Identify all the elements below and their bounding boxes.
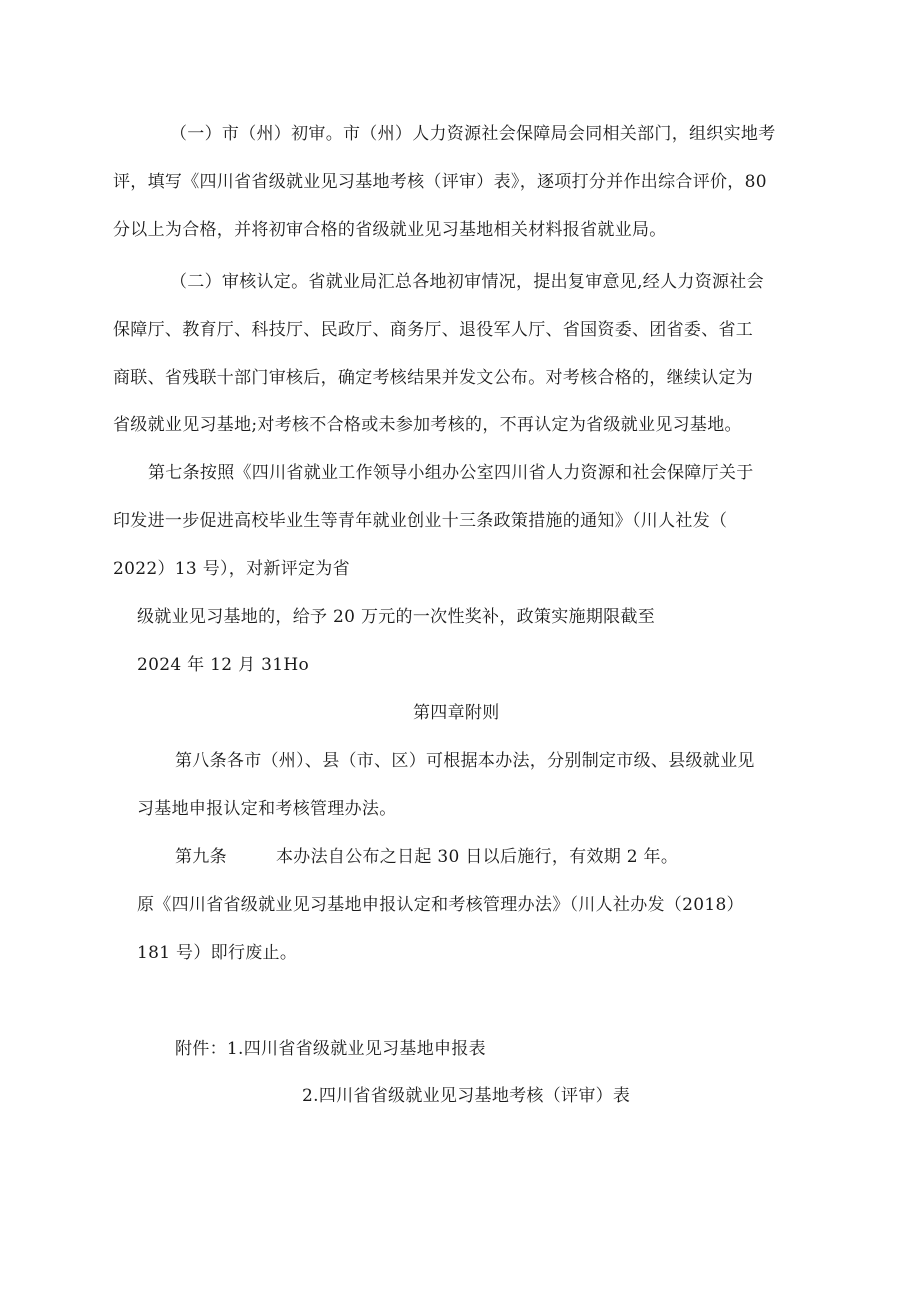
p2-line4: 省级就业见习基地;对考核不合格或未参加考核的，不再认定为省级就业见习基地。 [113,415,742,435]
attachment-item-2: 2.四川省省级就业见习基地考核（评审）表 [302,1086,631,1106]
p1-line2: 评，填写《四川省省级就业见习基地考核（评审）表》，逐项打分并作出综合评价，80 [113,172,767,192]
p2-line3: 商联、省残联十部门审核后，确定考核结果并发文公布。对考核合格的，继续认定为 [113,368,754,388]
p3-line2: 印发进一步促进高校毕业生等青年就业创业十三条政策措施的通知》（川人社发（ [113,511,728,531]
p3-line3: 2022）13 号），对新评定为省 [113,559,350,579]
p2-line2: 保障厅、教育厅、科技厅、民政厅、商务厅、退役军人厅、省国资委、团省委、省工 [113,320,754,340]
p5-article: 第九条 [175,847,227,867]
p1-line1: （一）市（州）初审。市（州）人力资源社会保障局会同相关部门，组织实地考 [170,124,776,144]
p3-line1: 第七条按照《四川省就业工作领导小组办公室四川省人力资源和社会保障厅关于 [148,463,754,483]
p4-line1: 第八条各市（州）、县（市、区）可根据本办法，分别制定市级、县级就业见 [175,751,755,771]
p2-line1: （二）审核认定。省就业局汇总各地初审情况，提出复审意见,经人力资源社会 [170,272,764,292]
chapter-title: 第四章附则 [413,703,500,723]
p5-text: 本办法自公布之日起 30 日以后施行，有效期 2 年。 [276,847,679,867]
p5-line3: 181 号）即行废止。 [137,943,298,963]
p3-line4: 级就业见习基地的，给予 20 万元的一次性奖补，政策实施期限截至 [137,607,656,627]
attachment-item-1: 附件：1.四川省省级就业见习基地申报表 [175,1039,486,1059]
p4-line2: 习基地申报认定和考核管理办法。 [137,799,397,819]
p5-line2: 原《四川省省级就业见习基地申报认定和考核管理办法》（川人社办发（2018） [137,895,744,915]
p1-line3: 分以上为合格，并将初审合格的省级就业见习基地相关材料报省就业局。 [113,220,667,240]
p3-line5: 2024 年 12 月 31Ho [137,655,310,675]
